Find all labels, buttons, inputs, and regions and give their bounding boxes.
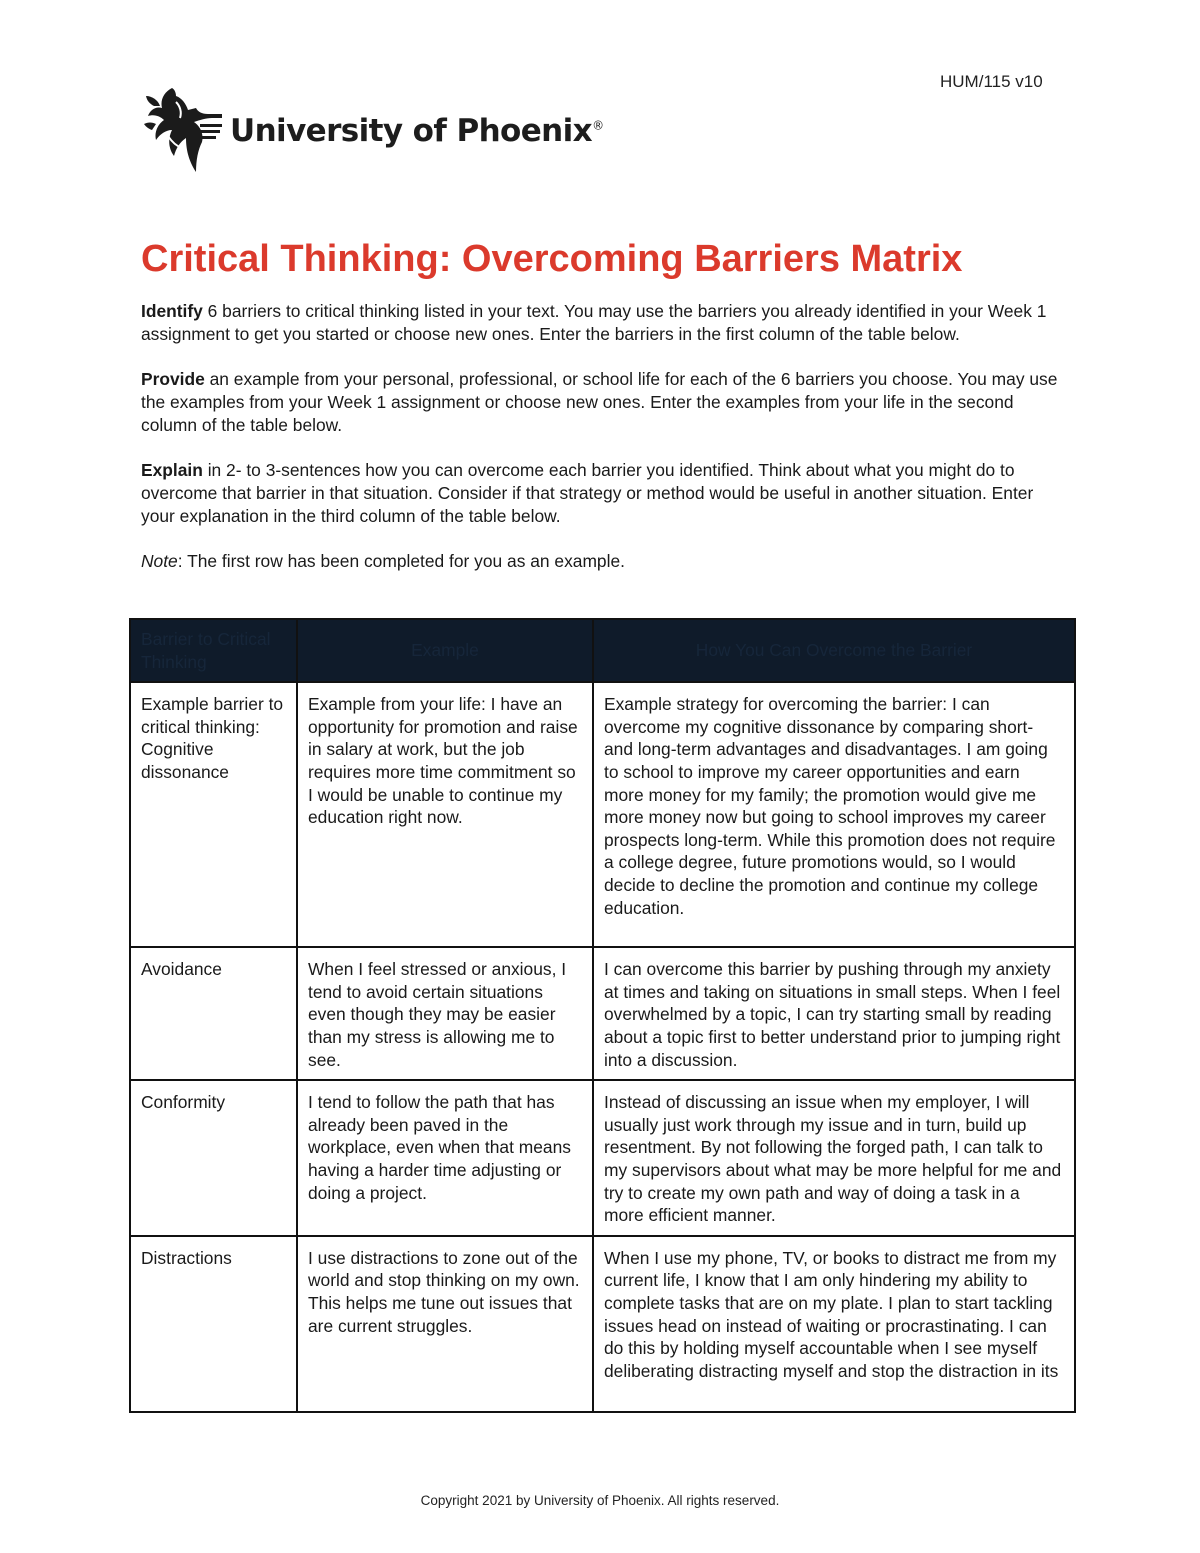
barrier-cell: Example barrier to critical thinking: Cognitive dissonance — [130, 682, 297, 947]
overcome-cell: When I use my phone, TV, or books to distract me from my current life, I know that I am only hindering my ability to complete tasks that are on my plate. I plan to start tackling issues head on instead of waiting or procrastinating. I can do this by holding myself accountable when I see myself deliberating distracting myself and stop the distraction in its — [593, 1236, 1075, 1412]
example-cell: Example from your life: I have an opportunity for promotion and raise in salary at work, but the job requires more time commitment so I would be unable to continue my education right now. — [297, 682, 593, 947]
overcome-cell: Example strategy for overcoming the barrier: I can overcome my cognitive dissonance by comparing short- and long-term advantages and disadvantages. I am going to school to improve my career opportunities and earn more money for my family; the promotion would give me more money now but going to school improves my career prospects long-term. While this promotion does not require a college degree, future promotions would, so I would decide to decline the promotion and continue my college education. — [593, 682, 1075, 947]
instruction-explain: Explain in 2- to 3-sentences how you can overcome each barrier you identified. Think about what you might do to overcome that barrier in that situation. Consider if that strategy or method would be useful in another situation. Enter your explanation in the third column of the table below. — [141, 459, 1034, 526]
course-code: HUM/115 v10 — [940, 72, 1043, 91]
table-row — [130, 947, 1075, 1080]
table-header-row — [130, 619, 1075, 682]
table-row — [130, 1080, 1075, 1236]
example-cell: I use distractions to zone out of the world and stop thinking on my own. This helps me tune out issues that are current struggles. — [297, 1236, 593, 1412]
overcome-cell: Instead of discussing an issue when my employer, I will usually just work through my issue and in turn, build up resentment. By not following the forged path, I can talk to my supervisors about what may be more helpful for me and try to create my own path and way of doing a task in a more efficient manner. — [593, 1080, 1075, 1236]
column-header-overcome: How You Can Overcome the Barrier — [593, 619, 1075, 682]
column-header-barrier: Barrier to Critical Thinking — [130, 619, 297, 682]
copyright-footer: Copyright 2021 by University of Phoenix. All rights reserved. — [420, 1493, 780, 1508]
example-cell: I tend to follow the path that has already been paved in the workplace, even when that means having a harder time adjusting or doing a project. — [297, 1080, 593, 1236]
page-title: Critical Thinking: Overcoming Barriers Matrix — [141, 238, 963, 280]
instruction-identify: Identify 6 barriers to critical thinking listed in your text. You may use the barriers you already identified in your Week 1 assignment to get you started or choose new ones. Enter the barriers in the first column of the table below. — [141, 301, 1047, 344]
barrier-cell: Conformity — [130, 1080, 297, 1236]
barrier-cell: Distractions — [130, 1236, 297, 1412]
instruction-note: Note: The first row has been completed for you as an example. — [141, 550, 625, 571]
phoenix-bird-icon — [142, 84, 224, 176]
instruction-provide: Provide an example from your personal, professional, or school life for each of the 6 barriers you choose. You may use the examples from your Week 1 assignment or choose new ones. Enter the examples from your life in the second column of the table below. — [141, 369, 1058, 435]
table-row — [130, 1236, 1075, 1412]
university-logo — [142, 84, 603, 176]
barriers-matrix — [129, 618, 1076, 1413]
barrier-cell: Avoidance — [130, 947, 297, 1080]
column-header-example: Example — [297, 619, 593, 682]
example-cell: When I feel stressed or anxious, I tend to avoid certain situations even though they may be easier than my stress is allowing me to see. — [297, 947, 593, 1080]
table-row — [130, 682, 1075, 947]
overcome-cell: I can overcome this barrier by pushing through my anxiety at times and taking on situations in small steps. When I feel overwhelmed by a topic, I can try starting small by reading about a topic first to better understand prior to jumping right into a discussion. — [593, 947, 1075, 1080]
logo-wordmark: University of Phoenix® — [230, 113, 604, 149]
instructions — [141, 300, 1061, 595]
